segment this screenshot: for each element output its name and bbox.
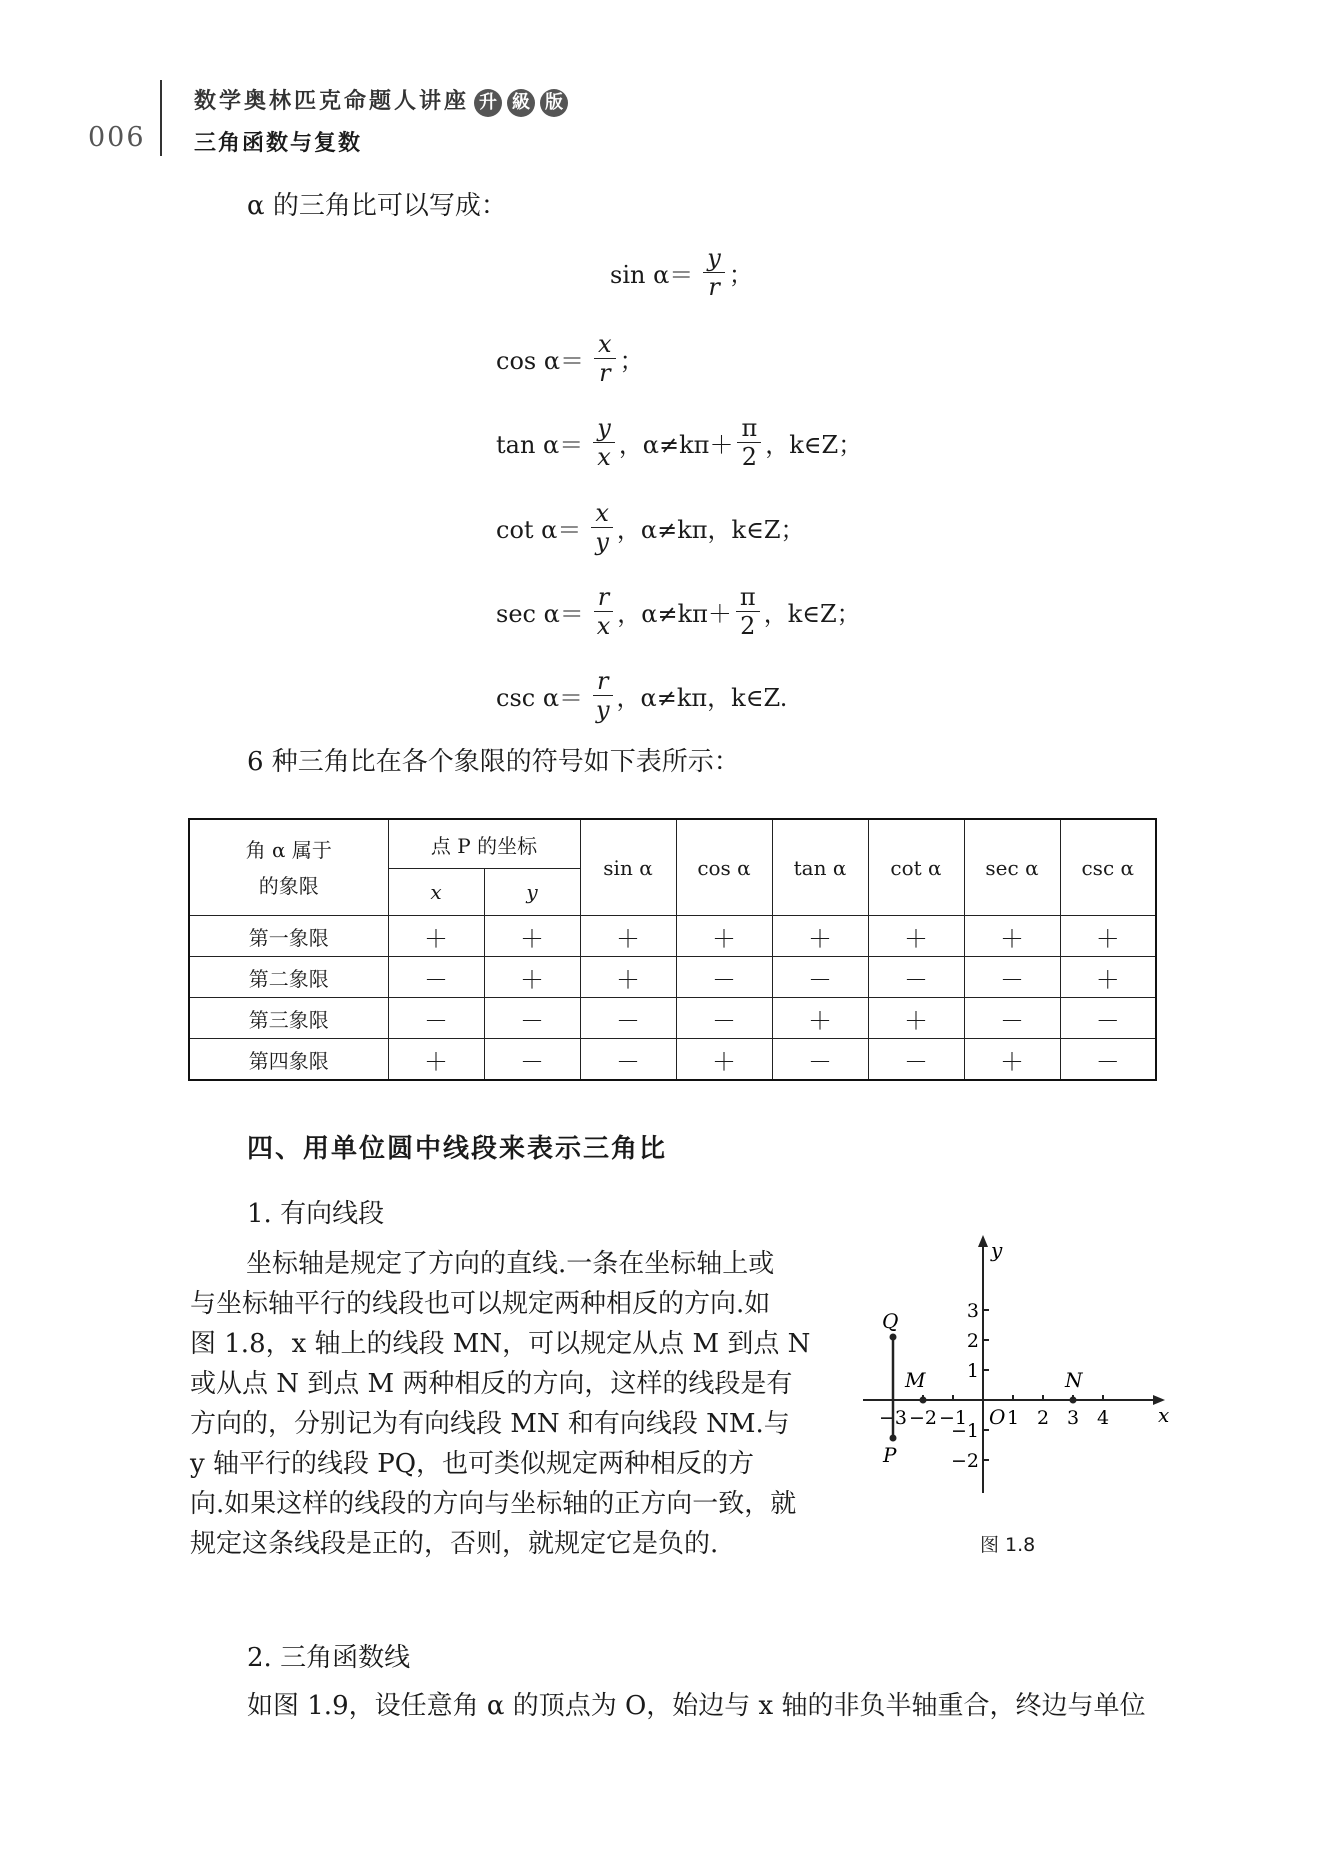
sign-cell: ＋ [1060,957,1156,998]
y-tick-label: 2 [966,1330,979,1352]
header-x: x [388,869,484,916]
y-tick-label: 3 [966,1300,979,1322]
paragraph-line: y 轴平行的线段 PQ，也可类似规定两种相反的方 [190,1449,755,1479]
x-tick-label: −1 [938,1407,968,1429]
table-row [189,916,1156,957]
label-p: P [883,1443,897,1467]
y-tick-label: 1 [966,1360,979,1382]
sign-cell: － [676,998,772,1039]
badge-1: 升 [474,89,502,117]
x-axis-label: x [1158,1403,1170,1427]
sign-cell: ＋ [772,916,868,957]
sign-cell: ＋ [964,1039,1060,1081]
x-tick-label: −2 [908,1407,938,1429]
sign-cell: － [964,957,1060,998]
header-divider [160,80,162,156]
paragraph-line: 坐标轴是规定了方向的直线.一条在坐标轴上或 [246,1249,775,1279]
sign-cell: － [772,1039,868,1081]
sign-cell: ＋ [580,916,676,957]
table-row [189,957,1156,998]
x-tick-label: 4 [1096,1407,1110,1429]
sign-cell: ＋ [388,916,484,957]
row-label: 第二象限 [189,957,388,998]
sign-cell: － [868,957,964,998]
sign-cell: － [388,998,484,1039]
page-number: 006 [88,122,146,153]
label-m: M [905,1368,926,1392]
y-axis-arrow [978,1235,988,1247]
sign-cell: ＋ [676,1039,772,1081]
equation-cos: cos α＝ $\frac{x}{r}$ ； [496,330,644,387]
header-sin: sin α [580,819,676,916]
subsection-2-title: 2. 三角函数线 [247,1643,411,1673]
sign-cell: － [484,1039,580,1081]
y-tick-label: −1 [950,1420,979,1442]
sign-cell: ＋ [772,998,868,1039]
badge-2: 級 [507,89,535,117]
header-y: y [484,869,580,916]
sign-cell: － [1060,1039,1156,1081]
sign-cell: ＋ [868,998,964,1039]
book-title: 三角函数与复数 [194,131,363,156]
row-label: 第三象限 [189,998,388,1039]
table-row [189,1039,1156,1081]
sign-cell: － [964,998,1060,1039]
paragraph-line: 方向的，分别记为有向线段 MN 和有向线段 NM.与 [190,1409,790,1439]
sign-cell: － [1060,998,1156,1039]
sign-cell: － [676,957,772,998]
equation-tan: tan α＝ $\frac{y}{x}$ ，α≠kπ＋ $\frac{\pi}{2}$ ，k∈Z； [496,414,863,471]
series-title-text: 数学奥林匹克命题人讲座 [194,89,470,114]
table-intro: 6 种三角比在各个象限的符号如下表所示： [247,747,740,777]
sign-cell: ＋ [484,916,580,957]
sign-cell: ＋ [964,916,1060,957]
sign-cell: － [580,1039,676,1081]
sign-cell: － [580,998,676,1039]
section-title: 四、用单位圆中线段来表示三角比 [247,1134,668,1164]
x-tick-label: 1 [1006,1407,1020,1429]
subsection-1-title: 1. 有向线段 [247,1199,385,1229]
header-cot: cot α [868,819,964,916]
paragraph-line: 规定这条线段是正的，否则，就规定它是负的. [190,1529,719,1559]
paragraph-line: 图 1.8，x 轴上的线段 MN，可以规定从点 M 到点 N [190,1329,811,1359]
equation-sin: sin α＝ $\frac{y}{r}$ ； [610,244,753,301]
sign-cell: ＋ [580,957,676,998]
label-n: N [1065,1368,1083,1392]
figure-1-8 [855,1235,1170,1515]
sign-cell: － [772,957,868,998]
x-tick-label: 2 [1036,1407,1050,1429]
badge-3: 版 [540,89,568,117]
paragraph-line: 与坐标轴平行的线段也可以规定两种相反的方向.如 [190,1289,771,1319]
sign-cell: ＋ [1060,916,1156,957]
point-p [890,1435,897,1442]
paragraph-line: 或从点 N 到点 M 两种相反的方向，这样的线段是有 [190,1369,793,1399]
sign-cell: － [484,998,580,1039]
row-label: 第一象限 [189,916,388,957]
equation-sec: sec α＝ $\frac{r}{x}$ ，α≠kπ＋ $\frac{\pi}{2}$ ，k∈Z； [496,583,861,640]
paragraph-line: 向.如果这样的线段的方向与坐标轴的正方向一致，就 [190,1489,797,1519]
intro-line: α 的三角比可以写成： [247,191,507,221]
header-point: 点 P 的坐标 [388,819,580,869]
row-label: 第四象限 [189,1039,388,1081]
header-quadrant: 角 α 属于 的象限 [189,819,388,916]
sign-cell: ＋ [676,916,772,957]
series-title [194,84,568,117]
y-axis-label: y [991,1238,1003,1262]
header-sec: sec α [964,819,1060,916]
sign-table [188,818,1157,1081]
equation-cot: cot α＝ $\frac{x}{y}$ ，α≠kπ，k∈Z； [496,499,805,556]
sign-cell: － [868,1039,964,1081]
header-tan: tan α [772,819,868,916]
point-n [1070,1397,1077,1404]
sign-cell: ＋ [868,916,964,957]
last-line: 如图 1.9，设任意角 α 的顶点为 O，始边与 x 轴的非负半轴重合，终边与单位 [247,1691,1146,1721]
x-tick-label: −3 [878,1407,908,1429]
sign-cell: ＋ [388,1039,484,1081]
sign-cell: ＋ [484,957,580,998]
table-row [189,998,1156,1039]
header-cos: cos α [676,819,772,916]
y-tick-label: −2 [950,1450,979,1472]
x-tick-label: 3 [1066,1407,1080,1429]
paragraph-directed-segments [190,1244,840,1564]
label-q: Q [882,1309,899,1333]
origin-label: O [989,1405,1006,1429]
header-csc: csc α [1060,819,1156,916]
point-q [890,1334,897,1341]
figure-caption: 图 1.8 [980,1534,1036,1556]
sign-cell: － [388,957,484,998]
equation-csc: csc α＝ $\frac{r}{y}$ ，α≠kπ，k∈Z. [496,667,788,724]
point-m [920,1397,927,1404]
